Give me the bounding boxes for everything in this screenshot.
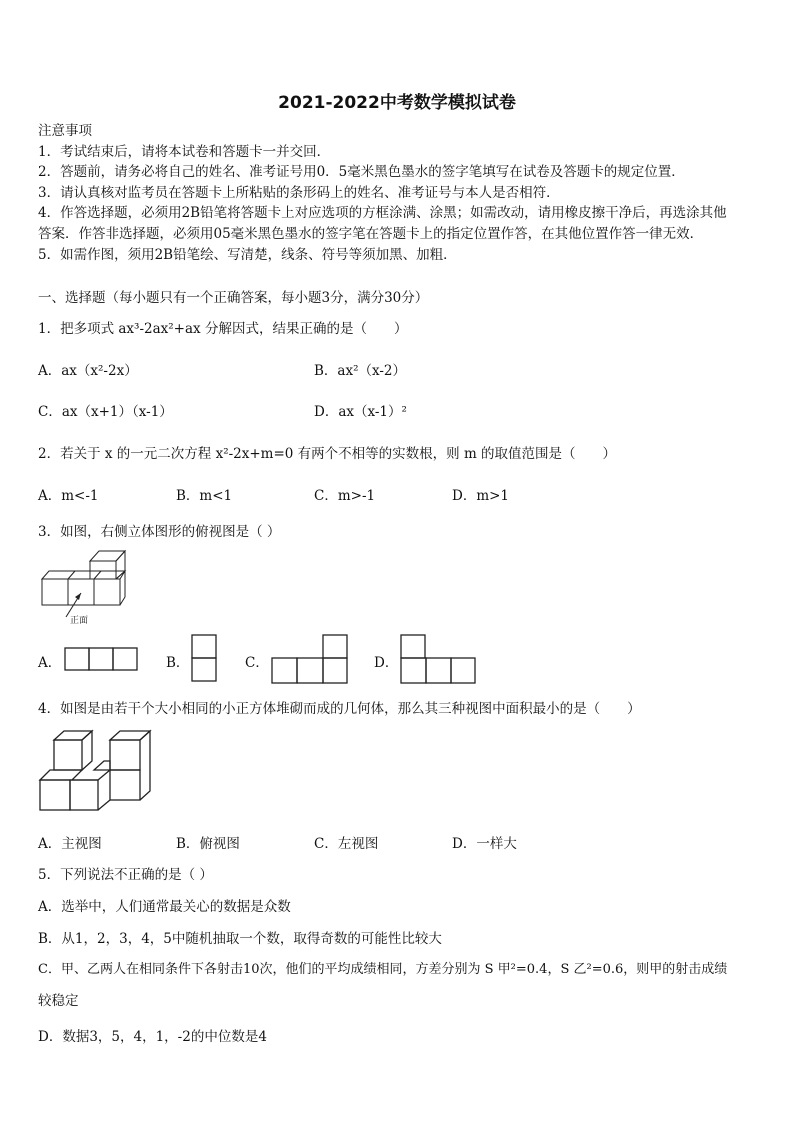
question-1-stem: 1．把多项式 ax³-2ax²+ax 分解因式，结果正确的是（ ） (38, 321, 408, 337)
q3-option-c-figure (271, 634, 349, 686)
q2-option-c: C．m>-1 (314, 488, 376, 504)
notice-item: 4．作答选择题，必须用2B铅笔将答题卡上对应选项的方框涂满、涂黑；如需改动，请用橡皮擦干净后，再选涂其他 (38, 205, 727, 222)
q2-option-d: D．m>1 (452, 488, 510, 504)
q4-cube-stack-figure (38, 728, 158, 814)
q5-option-d: D．数据3，5，4，1，-2的中位数是4 (38, 1029, 267, 1045)
q4-option-d: D．一样大 (452, 836, 517, 852)
q1-option-d: D．ax（x-1）² (314, 404, 407, 420)
q1-option-a: A．ax（x²-2x） (38, 363, 138, 379)
notice-item: 1．考试结束后，请将本试卷和答题卡一并交回． (38, 143, 331, 160)
q3-option-b-label: B． (166, 655, 190, 671)
notice-block (38, 121, 768, 265)
q5-option-c-continued: 较稳定 (38, 993, 79, 1009)
section-heading: 一、选择题（每小题只有一个正确答案，每小题3分，满分30分） (38, 290, 429, 306)
q5-option-b: B．从1，2，3，4，5中随机抽取一个数，取得奇数的可能性比较大 (38, 931, 442, 947)
notice-item: 答案．作答非选择题，必须用05毫米黑色墨水的签字笔在答题卡上的指定位置作答，在其他位置作答一律无效． (38, 225, 704, 242)
q3-option-a-figure (64, 647, 139, 672)
notice-item: 3．请认真核对监考员在答题卡上所粘贴的条形码上的姓名、准考证号与本人是否相符． (38, 184, 560, 201)
notice-item: 2．答题前，请务必将自己的姓名、准考证号用0．5毫米黑色墨水的签字笔填写在试卷及答题卡的规定位置． (38, 164, 685, 181)
figure-caption: 正面 (70, 616, 89, 626)
question-2-stem: 2．若关于 x 的一元二次方程 x²-2x+m=0 有两个不相等的实数根，则 m 的取值范围是（ ） (38, 446, 617, 462)
q4-option-b: B．俯视图 (176, 836, 240, 852)
q3-option-a-label: A． (38, 655, 62, 671)
q5-option-c: C．甲、乙两人在相同条件下各射击10次，他们的平均成绩相同，方差分别为 S 甲²=0.4，S 乙²=0.6，则甲的射击成绩 (38, 962, 728, 977)
question-4-stem: 4．如图是由若干个大小相同的小正方体堆砌而成的几何体，那么其三种视图中面积最小的是（ ） (38, 701, 641, 717)
notice-heading: 注意事项 (38, 123, 92, 139)
question-5-stem: 5．下列说法不正确的是（ ） (38, 867, 213, 883)
q3-option-d-figure (400, 634, 478, 686)
question-3-stem: 3．如图，右侧立体图形的俯视图是（ ） (38, 524, 281, 540)
q2-option-b: B．m<1 (176, 488, 233, 504)
page-title: 2021-2022中考数学模拟试卷 (278, 93, 516, 113)
q3-option-c-label: C． (245, 655, 269, 671)
q3-option-b-figure (191, 634, 218, 684)
q2-option-a: A．m<-1 (38, 488, 99, 504)
q4-option-c: C．左视图 (314, 836, 379, 852)
q3-solid-figure (38, 545, 138, 630)
notice-item: 5．如需作图，须用2B铅笔绘、写清楚，线条、符号等须加黑、加粗． (38, 246, 457, 263)
q1-option-c: C．ax（x+1）（x-1） (38, 404, 173, 420)
q1-option-b: B．ax²（x-2） (314, 363, 407, 379)
q4-option-a: A．主视图 (38, 836, 102, 852)
q3-option-d-label: D． (374, 655, 399, 671)
q5-option-a: A．选举中，人们通常最关心的数据是众数 (38, 899, 291, 915)
